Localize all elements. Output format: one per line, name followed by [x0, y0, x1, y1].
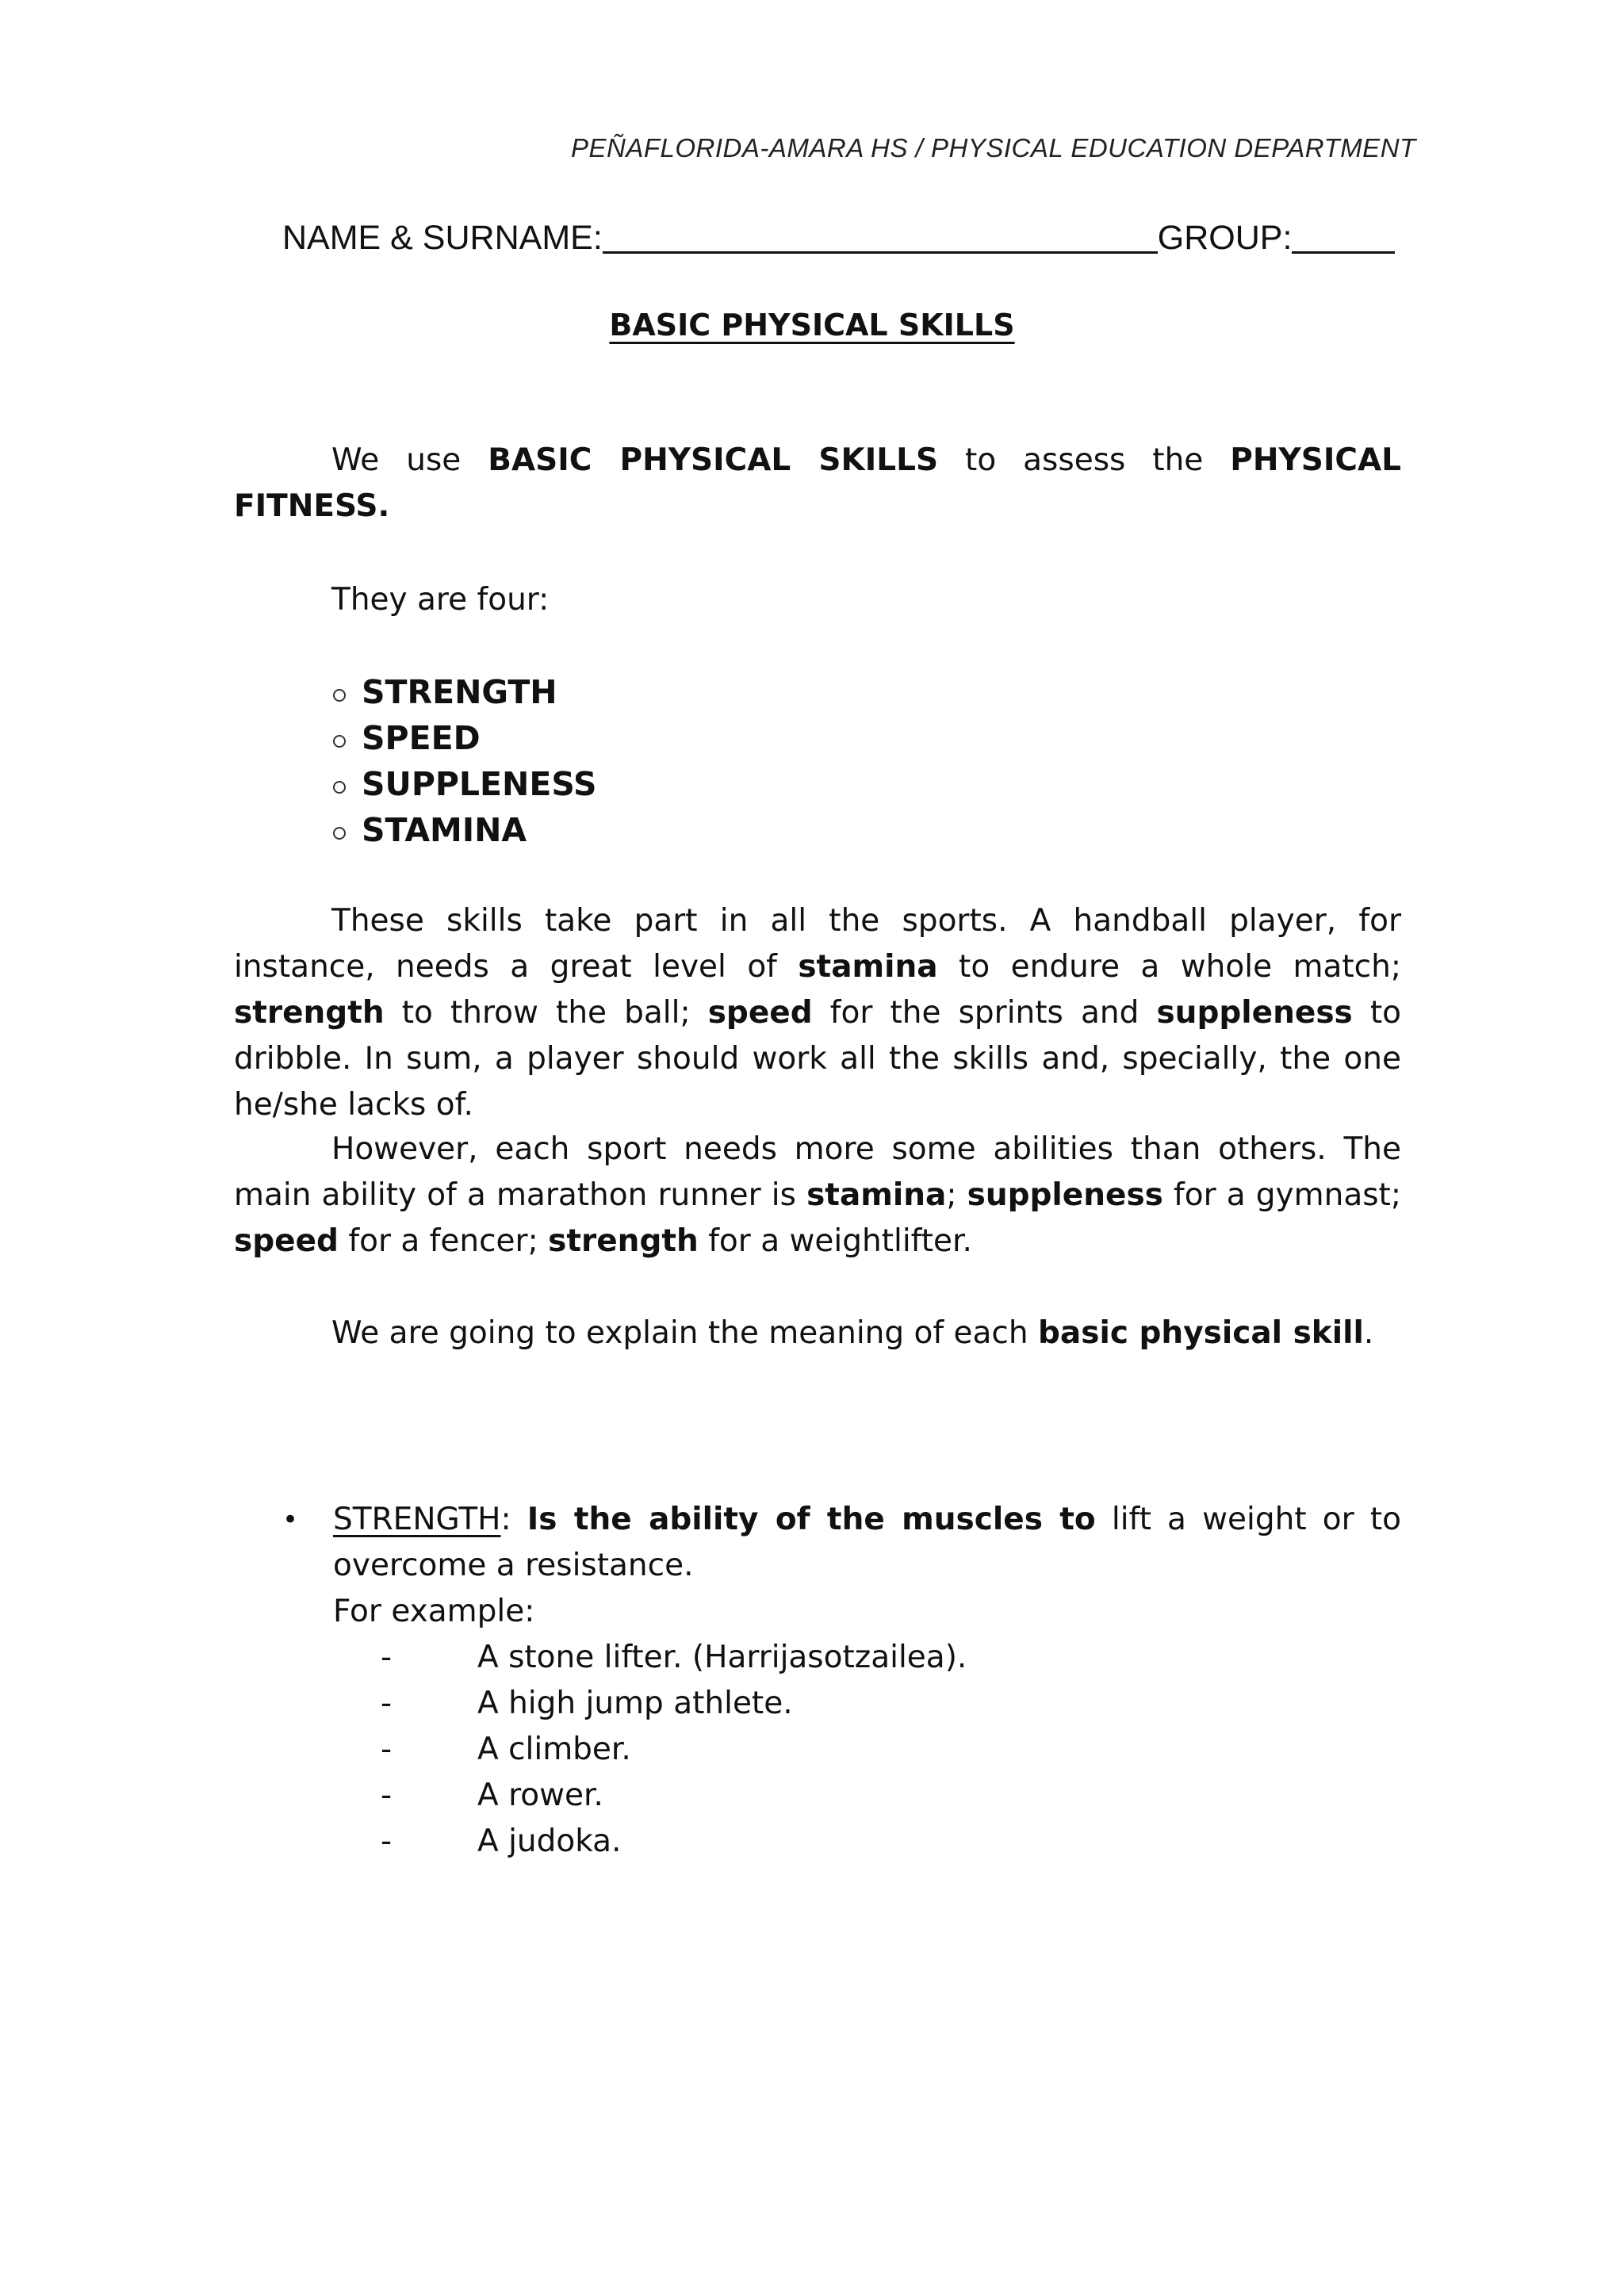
- circle-bullet-icon: [333, 735, 346, 748]
- group-field[interactable]: [1292, 217, 1395, 254]
- department-header: PEÑAFLORIDA-AMARA HS / PHYSICAL EDUCATION DEPARTMENT: [571, 133, 1416, 163]
- name-group-line: [282, 212, 1392, 258]
- example-intro: For example:: [333, 1594, 535, 1629]
- list-item: - A stone lifter. (Harrijasotzailea).: [282, 1635, 1401, 1681]
- list-item: - A judoka.: [282, 1819, 1401, 1865]
- strength-definition: STRENGTH: Is the ability of the muscles to lift a weight or to overcome a resistance. For example:: [333, 1497, 1401, 1635]
- list-item: SUPPLENESS: [333, 761, 597, 807]
- list-item: STAMINA: [333, 807, 597, 853]
- name-field[interactable]: [603, 217, 1158, 254]
- skills-list: [333, 669, 597, 853]
- dash-bullet: -: [381, 1732, 393, 1767]
- dash-bullet: -: [381, 1640, 393, 1675]
- list-item: - A high jump athlete.: [282, 1681, 1401, 1727]
- they-are-four: They are four:: [331, 582, 550, 618]
- list-item: SPEED: [333, 715, 597, 761]
- intro-text-1: We use: [331, 442, 462, 478]
- strength-definition-row: [282, 1497, 1401, 1635]
- name-label: NAME & SURNAME:: [282, 219, 603, 257]
- list-item: - A rower.: [282, 1773, 1401, 1819]
- bullet-dot-icon: •: [282, 1504, 299, 1536]
- dash-bullet: -: [381, 1686, 393, 1721]
- intro-paragraph: [234, 438, 1401, 530]
- intro-text-2: to assess the: [965, 442, 1204, 478]
- sports-paragraph: These skills take part in all the sports. A handball player, for instance, needs a great level of stamina to endure a whole match; strength to throw the ball; speed for the sprints and suppleness to dribble. In sum, a player should work all the skills and, specially, the one he/she lacks of.: [234, 903, 1402, 1123]
- circle-bullet-icon: [333, 827, 346, 840]
- list-item: STRENGTH: [333, 669, 597, 715]
- circle-bullet-icon: [333, 689, 346, 702]
- strength-section: [282, 1497, 1401, 1865]
- explain-paragraph: We are going to explain the meaning of each basic physical skill.: [331, 1315, 1374, 1351]
- strength-bold-definition: Is the ability of the muscles to: [527, 1502, 1096, 1537]
- intro-bold-fitness: PHYSICAL FITNESS.: [234, 442, 1402, 524]
- group-label: GROUP:: [1157, 219, 1293, 257]
- intro-bold-bps: BASIC PHYSICAL SKILLS: [488, 442, 939, 478]
- page-title: BASIC PHYSICAL SKILLS: [609, 308, 1015, 342]
- examples-list: [282, 1635, 1401, 1865]
- abilities-paragraph: However, each sport needs more some abilities than others. The main ability of a marathon runner is stamina; suppleness for a gymnast; speed for a fencer; strength for a weightlifter.: [234, 1131, 1401, 1259]
- strength-label: STRENGTH: [333, 1502, 501, 1537]
- dash-bullet: -: [381, 1823, 393, 1859]
- list-item: - A climber.: [282, 1727, 1401, 1773]
- dash-bullet: -: [381, 1777, 393, 1813]
- circle-bullet-icon: [333, 781, 346, 794]
